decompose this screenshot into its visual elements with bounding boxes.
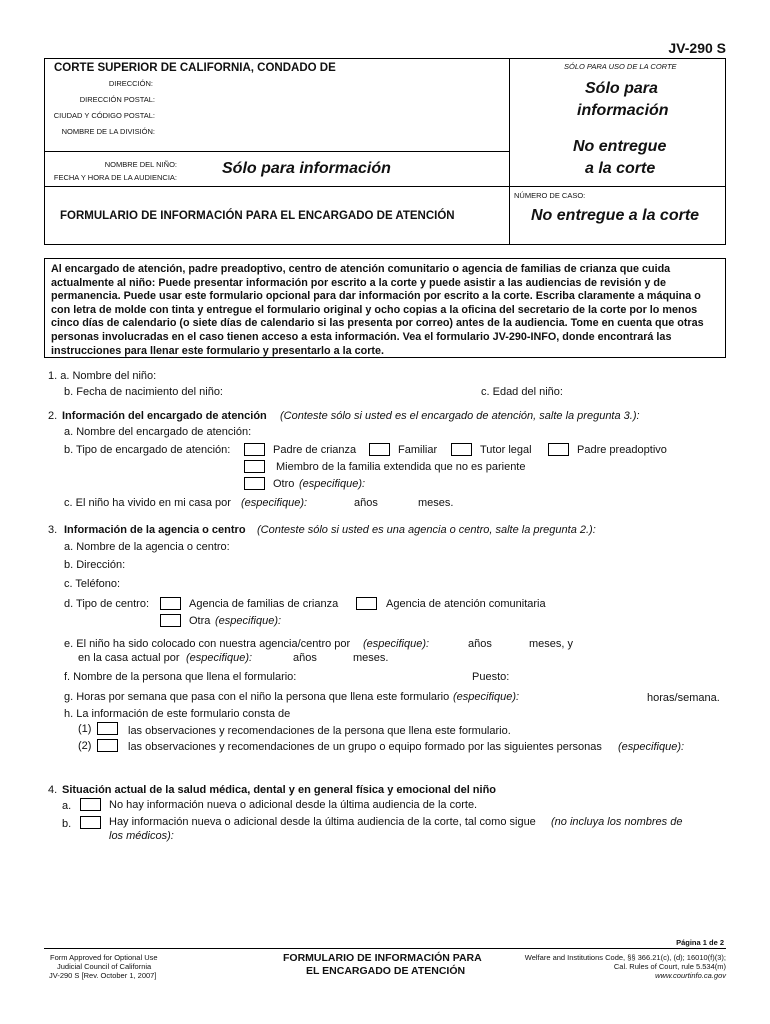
street-address-label: DIRECCIÓN: — [108, 79, 153, 88]
court-use-line3: No entregue — [573, 138, 667, 155]
s3-home-duration: en la casa actual por — [78, 652, 180, 664]
s2-opt-relative: Familiar — [398, 444, 438, 456]
s1-child-age: c. Edad del niño: — [481, 386, 563, 398]
hearing-datetime-label: FECHA Y HORA DE LA AUDIENCIA: — [53, 173, 177, 182]
s2-checkbox-foster-parent[interactable] — [244, 443, 265, 456]
s3-placed-years: años — [468, 638, 492, 650]
form-number: JV-290 S — [668, 40, 726, 56]
child-name-label: NOMBRE DEL NIÑO: — [104, 160, 177, 169]
s3-home-note: (especifique): — [186, 652, 253, 664]
s4-b-note2: los médicos): — [109, 830, 174, 842]
s3-info-consists: h. La información de este formulario consta de — [64, 708, 291, 720]
s2-title: Información del encargado de atención — [62, 410, 267, 422]
s4-number: 4. — [48, 784, 58, 796]
s2-checkbox-preadoptive[interactable] — [548, 443, 569, 456]
s4-a-text: No hay información nueva o adicional desde la última audiencia de la corte. — [109, 799, 478, 811]
instructions-box: Al encargado de atención, padre preadoptivo, centro de atención comunitario o agencia de familias de crianza que cuida actualmente al niño: Puede presentar información por escrito a la corte y puede asistir a las audiencias de revisión y de permanencia. Puede usar este formulario opcional para dar información por escrito a la corte. Escriba claramente a máquina o con letra de molde con tinta y entregue el formulario original y ocho copias a la oficina del secretario de la corte por lo menos cinco días de calendario (o siete días de calendario si las presenta por correo) antes de la audiencia. Tome en cuenta que otras personas involucradas en el caso tienen acceso a esta información. Vea el formulario JV-290-INFO, donde encontrará las instrucciones para llenar este formulario y presentarlo a la corte. — [44, 258, 726, 358]
s3-h2-text: las observaciones y recomendaciones de un grupo o equipo formado por las siguientes personas — [128, 741, 602, 753]
s3-placed-duration: e. El niño ha sido colocado con nuestra agencia/centro por — [64, 638, 351, 650]
s4-b-note1: (no incluya los nombres de — [551, 816, 683, 828]
footer-title-1: FORMULARIO DE INFORMACIÓN PARA — [283, 952, 482, 964]
s2-months: meses. — [418, 497, 454, 509]
s4-b-letter: b. — [62, 818, 72, 830]
s3-preparer-position: Puesto: — [472, 671, 510, 683]
branch-name-label: NOMBRE DE LA DIVISIÓN: — [61, 127, 155, 136]
s3-checkbox-h2[interactable] — [97, 739, 118, 752]
s1-child-name: 1. a. Nombre del niño: — [48, 370, 157, 382]
s3-opt-ffa: Agencia de familias de crianza — [189, 598, 339, 610]
s2-opt-preadoptive: Padre preadoptivo — [577, 444, 667, 456]
s2-opt-nrefm: Miembro de la familia extendida que no es pariente — [276, 461, 526, 473]
s3-hours-note: (especifique): — [453, 691, 520, 703]
footer-left-1: Form Approved for Optional Use — [50, 953, 158, 962]
s3-placed-months: meses, y — [529, 638, 574, 650]
footer-title-2: EL ENCARGADO DE ATENCIÓN — [306, 965, 466, 977]
s3-number: 3. — [48, 524, 58, 536]
form-title: FORMULARIO DE INFORMACIÓN PARA EL ENCARGADO DE ATENCIÓN — [60, 210, 455, 222]
s3-title: Información de la agencia o centro — [64, 524, 246, 536]
s2-caregiver-type: b. Tipo de encargado de atención: — [64, 444, 231, 456]
s3-h1-text: las observaciones y recomendaciones de la persona que llena este formulario. — [128, 725, 511, 737]
s2-opt-legal-guardian: Tutor legal — [480, 444, 532, 456]
s3-checkbox-other[interactable] — [160, 614, 181, 627]
caption-hline-2 — [44, 186, 726, 187]
s3-checkbox-community[interactable] — [356, 597, 377, 610]
s3-placed-note: (especifique): — [363, 638, 430, 650]
footer-rule — [44, 948, 726, 949]
s3-facility-type: d. Tipo de centro: — [64, 598, 149, 610]
s3-agency-name: a. Nombre de la agencia o centro: — [64, 541, 230, 553]
s3-h1-number: (1) — [78, 723, 92, 735]
page-number: Página 1 de 2 — [676, 938, 724, 947]
s3-phone: c. Teléfono: — [64, 578, 121, 590]
court-title: CORTE SUPERIOR DE CALIFORNIA, CONDADO DE — [54, 62, 336, 74]
s4-checkbox-a[interactable] — [80, 798, 101, 811]
s2-checkbox-legal-guardian[interactable] — [451, 443, 472, 456]
s2-opt-foster-parent: Padre de crianza — [273, 444, 357, 456]
s4-checkbox-b[interactable] — [80, 816, 101, 829]
footer-right-3[interactable]: www.courtinfo.ca.gov — [655, 971, 726, 980]
city-zip-label: CIUDAD Y CÓDIGO POSTAL: — [53, 111, 155, 120]
s2-caregiver-name: a. Nombre del encargado de atención: — [64, 426, 252, 438]
court-use-line2: información — [577, 102, 669, 119]
s2-opt-other-note: (especifique): — [299, 478, 366, 490]
s3-opt-community: Agencia de atención comunitaria — [386, 598, 546, 610]
s3-hours-per-week: g. Horas por semana que pasa con el niño la persona que llena este formulario — [64, 691, 450, 703]
s3-h2-number: (2) — [78, 740, 92, 752]
s2-lived-duration: c. El niño ha vivido en mi casa por — [64, 497, 231, 509]
s2-lived-note: (especifique): — [241, 497, 308, 509]
s3-checkbox-ffa[interactable] — [160, 597, 181, 610]
mailing-address-label: DIRECCIÓN POSTAL: — [79, 95, 155, 104]
s3-address: b. Dirección: — [64, 559, 126, 571]
court-use-line1: Sólo para — [585, 80, 658, 97]
footer-left-2: Judicial Council of California — [57, 962, 152, 971]
s4-a-letter: a. — [62, 800, 72, 812]
caption-hline-1 — [44, 151, 509, 152]
s3-opt-other-note: (especifique): — [215, 615, 282, 627]
s3-preparer-name: f. Nombre de la persona que llena el formulario: — [64, 671, 297, 683]
s4-title: Situación actual de la salud médica, dental y en general física y emocional del niño — [62, 784, 497, 796]
s2-checkbox-other[interactable] — [244, 477, 265, 490]
info-only-watermark: Sólo para información — [222, 160, 391, 177]
s2-note: (Conteste sólo si usted es el encargado de atención, salte la pregunta 3.): — [280, 410, 640, 422]
caption-divider — [509, 58, 510, 245]
s2-number: 2. — [48, 410, 58, 422]
s2-opt-other: Otro — [273, 478, 295, 490]
s3-home-years: años — [293, 652, 317, 664]
s3-h2-note: (especifique): — [618, 741, 685, 753]
s3-opt-other: Otra — [189, 615, 211, 627]
footer-right-2: Cal. Rules of Court, rule 5.534(m) — [613, 962, 726, 971]
footer-right-1: Welfare and Institutions Code, §§ 366.21(c), (d); 16010(f)(3); — [524, 953, 726, 962]
s2-checkbox-nrefm[interactable] — [244, 460, 265, 473]
s4-b-text: Hay información nueva o adicional desde la última audiencia de la corte, tal como sigue — [109, 816, 536, 828]
court-use-label: SÓLO PARA USO DE LA CORTE — [564, 62, 677, 71]
s3-hours-unit: horas/semana. — [647, 692, 720, 704]
s3-note: (Conteste sólo si usted es una agencia o centro, salte la pregunta 2.): — [257, 524, 596, 536]
case-number-value: No entregue a la corte — [531, 207, 700, 224]
s2-checkbox-relative[interactable] — [369, 443, 390, 456]
s3-checkbox-h1[interactable] — [97, 722, 118, 735]
footer-left-3: JV-290 S [Rev. October 1, 2007] — [49, 971, 157, 980]
court-use-line4: a la corte — [585, 160, 656, 177]
s3-home-months: meses. — [353, 652, 389, 664]
case-number-label: NÚMERO DE CASO: — [514, 191, 586, 200]
s1-child-dob: b. Fecha de nacimiento del niño: — [64, 386, 223, 398]
s2-years: años — [354, 497, 378, 509]
